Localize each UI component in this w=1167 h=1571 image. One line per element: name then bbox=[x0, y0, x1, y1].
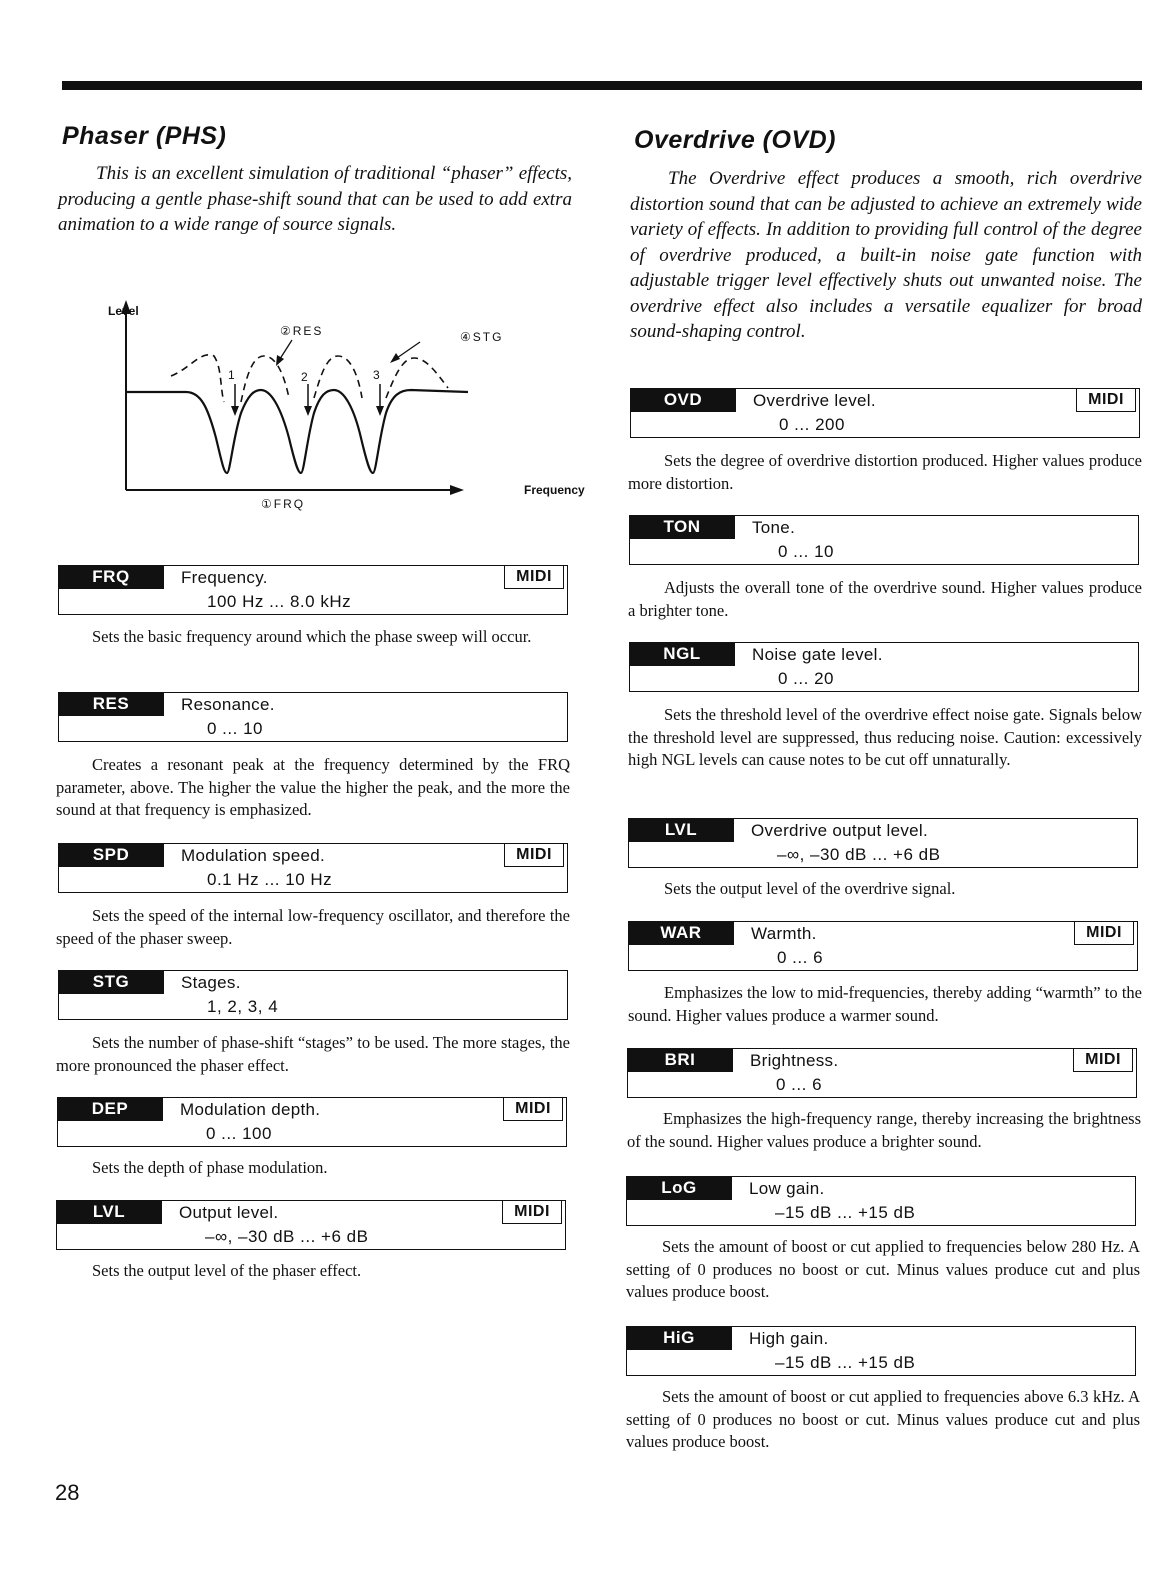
page-number: 28 bbox=[55, 1480, 80, 1505]
midi-badge: MIDI bbox=[504, 565, 564, 589]
param-bri-description: Emphasizes the high-frequency range, thereby increasing the brightness of the sound. Higher values produce a brighter sound. bbox=[627, 1109, 1141, 1151]
param-res bbox=[58, 692, 568, 742]
midi-badge: MIDI bbox=[504, 843, 564, 867]
notch-2-label: 2 bbox=[301, 370, 308, 384]
param-hig-description: Sets the amount of boost or cut applied to frequencies above 6.3 kHz. A setting of 0 produces no boost or cut. Minus values produce cut and plus values produce boost. bbox=[626, 1387, 1140, 1451]
midi-badge: MIDI bbox=[1076, 388, 1136, 412]
param-tag: BRI bbox=[627, 1048, 733, 1072]
param-dep bbox=[57, 1097, 567, 1147]
overdrive-intro: The Overdrive effect produces a smooth, rich overdrive distortion sound that can be adjusted to achieve an extremely wide variety of effects. In addition to providing full control of the degree of overdrive produced, a built-in noise gate function with adjustable trigger level effectively shuts out unwanted noise. The overdrive effect also includes a versatile equalizer for broad sound-shaping control. bbox=[630, 168, 1142, 342]
overdrive-heading: Overdrive (OVD) bbox=[634, 126, 837, 154]
param-name: Overdrive output level. bbox=[751, 821, 928, 840]
param-name: Warmth. bbox=[751, 924, 817, 943]
midi-badge: MIDI bbox=[503, 1097, 563, 1121]
param-name: Stages. bbox=[181, 973, 241, 992]
param-ngl bbox=[629, 642, 1139, 692]
notch-3-label: 3 bbox=[373, 368, 380, 382]
response-curve bbox=[126, 390, 468, 473]
param-tag: TON bbox=[629, 515, 735, 539]
midi-badge: MIDI bbox=[1073, 1048, 1133, 1072]
param-name: Overdrive level. bbox=[753, 391, 876, 410]
param-lvl bbox=[56, 1200, 566, 1250]
frequency-axis-arrow bbox=[450, 485, 464, 495]
stg-label: ④STG bbox=[460, 330, 504, 344]
frq-label: ①FRQ bbox=[261, 497, 306, 511]
phaser-diagram bbox=[96, 298, 596, 518]
param-ovd bbox=[630, 388, 1140, 438]
param-tag: LoG bbox=[626, 1176, 732, 1200]
param-range: 0 ... 6 bbox=[777, 948, 824, 967]
param-range: 100 Hz ... 8.0 kHz bbox=[207, 592, 352, 611]
param-ovd-description: Sets the degree of overdrive distortion produced. Higher values produce more distortion. bbox=[628, 451, 1142, 493]
param-tag: DEP bbox=[57, 1097, 163, 1121]
param-name: Output level. bbox=[179, 1203, 279, 1222]
param-range: 0 ... 20 bbox=[778, 669, 834, 688]
midi-badge: MIDI bbox=[1074, 921, 1134, 945]
phaser-response-graph bbox=[96, 298, 596, 518]
param-log-description: Sets the amount of boost or cut applied to frequencies below 280 Hz. A setting of 0 produces no boost or cut. Minus values produce cut and plus values produce boost. bbox=[626, 1237, 1140, 1301]
phaser-intro: This is an excellent simulation of traditional “phaser” effects, producing a gentle phase-shift sound that can be used to add extra animation to a wide range of source signals. bbox=[58, 163, 572, 235]
param-name: Noise gate level. bbox=[752, 645, 883, 664]
param-tag: OVD bbox=[630, 388, 736, 412]
param-ton-description: Adjusts the overall tone of the overdrive sound. Higher values produce a brighter tone. bbox=[628, 578, 1142, 620]
param-range: 0 ... 10 bbox=[778, 542, 834, 561]
param-name: Tone. bbox=[752, 518, 796, 537]
param-stg-description: Sets the number of phase-shift “stages” to be used. The more stages, the more pronounced the phaser effect. bbox=[56, 1033, 570, 1075]
param-tag: STG bbox=[58, 970, 164, 994]
param-name: Modulation depth. bbox=[180, 1100, 321, 1119]
param-range: –15 dB ... +15 dB bbox=[775, 1353, 916, 1372]
param-range: 0 ... 6 bbox=[776, 1075, 823, 1094]
param-range: –∞, –30 dB ... +6 dB bbox=[777, 845, 941, 864]
param-war-description: Emphasizes the low to mid-frequencies, thereby adding “warmth” to the sound. Higher values produce a warmer sound. bbox=[628, 983, 1142, 1025]
res-label: ②RES bbox=[280, 324, 324, 338]
param-frq bbox=[58, 565, 568, 615]
param-name: Frequency. bbox=[181, 568, 268, 587]
param-name: Modulation speed. bbox=[181, 846, 326, 865]
param-tag: HiG bbox=[626, 1326, 732, 1350]
param-tag: RES bbox=[58, 692, 164, 716]
param-war bbox=[628, 921, 1138, 971]
param-bri bbox=[627, 1048, 1137, 1098]
notch-1-label: 1 bbox=[228, 368, 235, 382]
param-range: –∞, –30 dB ... +6 dB bbox=[205, 1227, 369, 1246]
param-range: 0.1 Hz ... 10 Hz bbox=[207, 870, 333, 889]
param-ngl-description: Sets the threshold level of the overdrive effect noise gate. Signals below the threshold level are suppressed, thus reducing noise. Caution: excessively high NGL levels can cause notes to be cut off unnaturally. bbox=[628, 705, 1142, 769]
param-range: 0 ... 100 bbox=[206, 1124, 272, 1143]
notch-1-arrow bbox=[231, 406, 239, 416]
param-lvl-description: Sets the output level of the phaser effect. bbox=[92, 1261, 362, 1280]
frequency-label: Frequency bbox=[524, 483, 585, 497]
param-tag: NGL bbox=[629, 642, 735, 666]
level-label: Level bbox=[108, 304, 139, 318]
param-tag: LVL bbox=[56, 1200, 162, 1224]
param-dep-description: Sets the depth of phase modulation. bbox=[92, 1158, 328, 1177]
param-name: Brightness. bbox=[750, 1051, 839, 1070]
param-tag: FRQ bbox=[58, 565, 164, 589]
param-name: Resonance. bbox=[181, 695, 275, 714]
param-name: Low gain. bbox=[749, 1179, 825, 1198]
param-range: 0 ... 10 bbox=[207, 719, 263, 738]
resonance-curve bbox=[171, 355, 448, 402]
param-ovd-lvl bbox=[628, 818, 1138, 868]
param-frq-description: Sets the basic frequency around which the phase sweep will occur. bbox=[92, 627, 532, 646]
param-range: 0 ... 200 bbox=[779, 415, 845, 434]
param-ovd-lvl-description: Sets the output level of the overdrive signal. bbox=[664, 879, 956, 898]
param-hig bbox=[626, 1326, 1136, 1376]
param-tag: WAR bbox=[628, 921, 734, 945]
param-log bbox=[626, 1176, 1136, 1226]
param-name: High gain. bbox=[749, 1329, 829, 1348]
param-range: –15 dB ... +15 dB bbox=[775, 1203, 916, 1222]
notch-2-arrow bbox=[304, 406, 312, 416]
param-range: 1, 2, 3, 4 bbox=[207, 997, 279, 1016]
param-stg bbox=[58, 970, 568, 1020]
param-tag: LVL bbox=[628, 818, 734, 842]
param-tag: SPD bbox=[58, 843, 164, 867]
midi-badge: MIDI bbox=[502, 1200, 562, 1224]
param-res-description: Creates a resonant peak at the frequency determined by the FRQ parameter, above. The higher the value the higher the peak, and the more the sound at that frequency is emphasized. bbox=[56, 755, 570, 819]
param-spd-description: Sets the speed of the internal low-frequency oscillator, and therefore the speed of the phaser sweep. bbox=[56, 906, 570, 948]
phaser-heading: Phaser (PHS) bbox=[62, 122, 227, 150]
param-spd bbox=[58, 843, 568, 893]
param-ton bbox=[629, 515, 1139, 565]
top-rule bbox=[62, 81, 1142, 90]
notch-3-arrow bbox=[376, 406, 384, 416]
